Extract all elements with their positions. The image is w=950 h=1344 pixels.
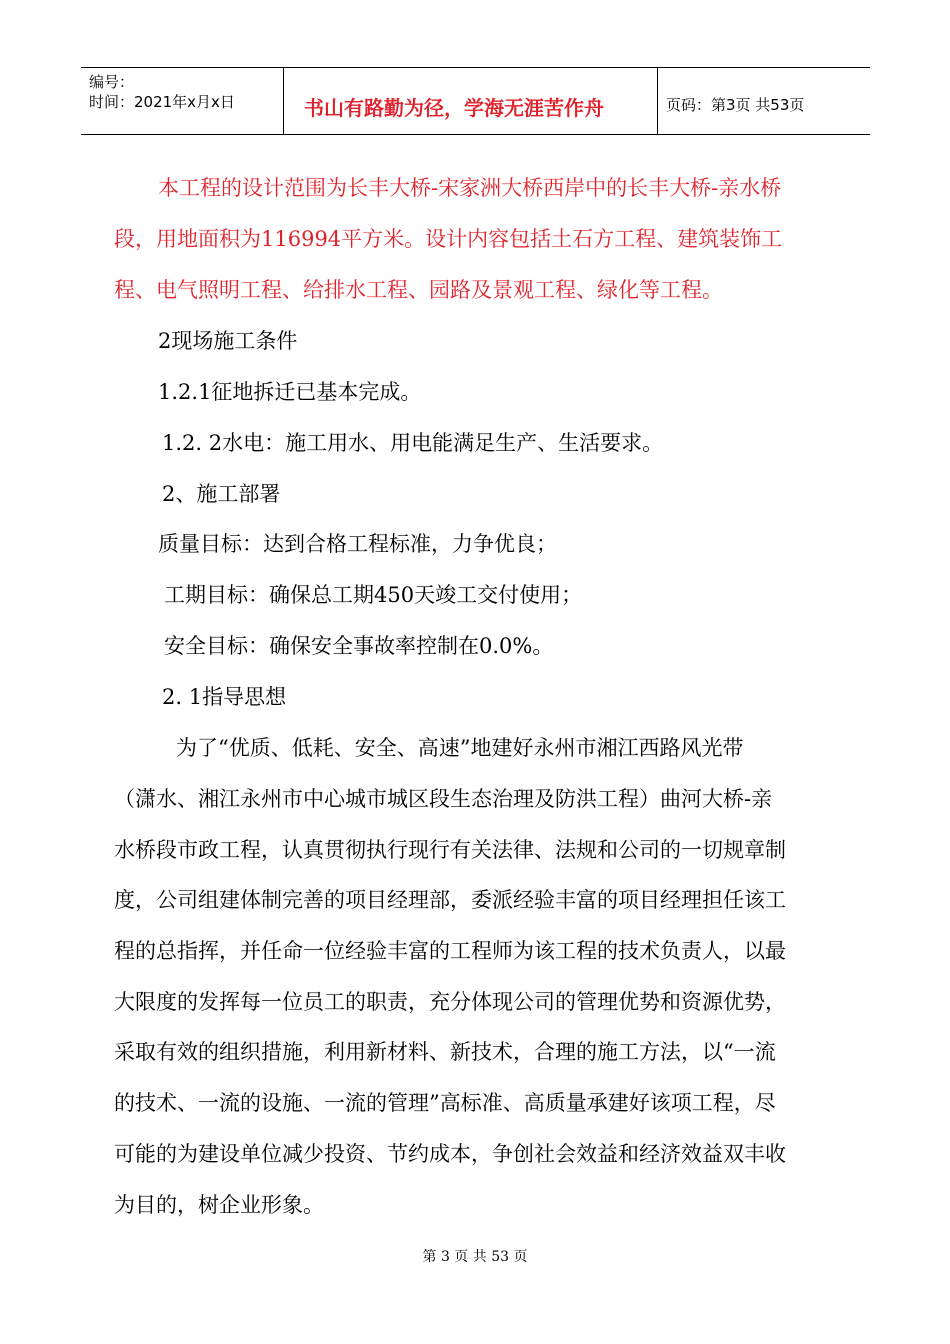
intro-line: 程、电气照明工程、给排水工程、园路及景观工程、绿化等工程。 — [114, 278, 723, 302]
header-meta-cell — [81, 68, 284, 134]
header-motto-cell — [284, 68, 658, 134]
section-heading-site-conditions: 2现场施工条件 — [158, 329, 298, 353]
schedule-goal: 工期目标：确保总工期450天竣工交付使用； — [164, 583, 583, 607]
guiding-paragraph-line: 为了“优质、低耗、安全、高速”地建好永州市湘江西路风光带 — [176, 736, 744, 760]
guiding-paragraph-line: 为目的，树企业形象。 — [114, 1193, 324, 1217]
guiding-paragraph-line: （潇水、湘江永州市中心城市城区段生态治理及防洪工程）曲河大桥-亲 — [114, 787, 773, 811]
guiding-paragraph-line: 度，公司组建体制完善的项目经理部，委派经验丰富的项目经理担任该工 — [114, 888, 786, 912]
header-motto: 书山有路勤为径，学海无涯苦作舟 — [304, 96, 604, 120]
intro-line: 本工程的设计范围为长丰大桥-宋家洲大桥西岸中的长丰大桥-亲水桥 — [158, 176, 782, 200]
header-page-cell — [658, 68, 870, 134]
section-heading-guiding: 2. 1指导思想 — [162, 685, 287, 709]
safety-goal: 安全目标：确保安全事故率控制在0.0%。 — [164, 634, 554, 658]
document-code-label: 编号： — [89, 73, 135, 91]
section-heading-deployment: 2、施工部署 — [162, 482, 281, 506]
guiding-paragraph-line: 的技术、一流的设施、一流的管理”高标准、高质量承建好该项工程，尽 — [114, 1091, 776, 1115]
page-header — [81, 67, 870, 135]
guiding-paragraph-line: 程的总指挥，并任命一位经验丰富的工程师为该工程的技术负责人，以最 — [114, 939, 786, 963]
guiding-paragraph-line: 大限度的发挥每一位员工的职责，充分体现公司的管理优势和资源优势， — [114, 990, 786, 1014]
page-footer: 第 3 页 共 53 页 — [422, 1249, 528, 1265]
item-land-acquisition: 1.2.1征地拆迁已基本完成。 — [158, 380, 422, 404]
quality-goal: 质量目标：达到合格工程标准，力争优良； — [158, 532, 557, 556]
header-page-info: 页码：第3页 共53页 — [666, 96, 805, 114]
guiding-paragraph-line: 水桥段市政工程，认真贯彻执行现行有关法律、法规和公司的一切规章制 — [114, 838, 786, 862]
intro-line: 段，用地面积为116994平方米。设计内容包括土石方工程、建筑装饰工 — [114, 227, 783, 251]
document-time-label: 时间：2021年x月x日 — [89, 93, 235, 111]
item-water-power: 1.2. 2水电：施工用水、用电能满足生产、生活要求。 — [162, 431, 664, 455]
guiding-paragraph-line: 可能的为建设单位减少投资、节约成本，争创社会效益和经济效益双丰收 — [114, 1142, 786, 1166]
guiding-paragraph-line: 采取有效的组织措施，利用新材料、新技术，合理的施工方法，以“一流 — [114, 1040, 776, 1064]
